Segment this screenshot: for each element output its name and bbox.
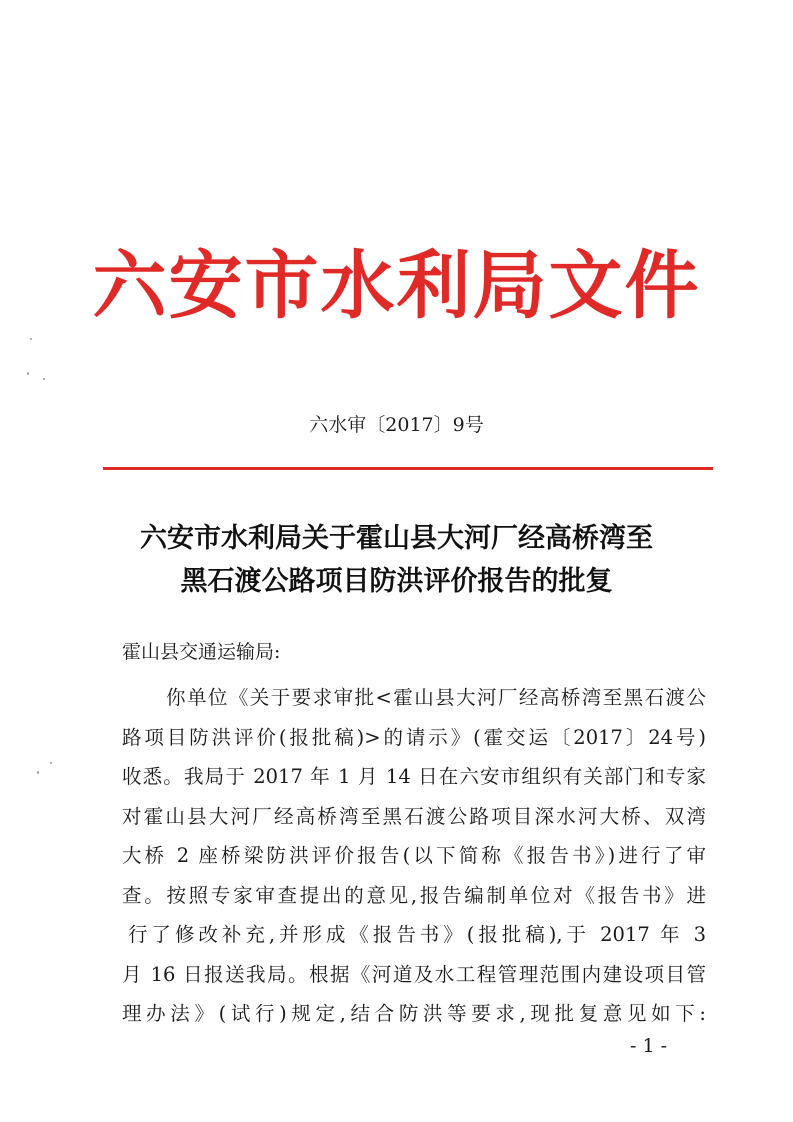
document-title-line-2: 黑石渡公路项目防洪评价报告的批复 (180, 566, 613, 597)
body-line: 理办法》(试行)规定,结合防洪等要求,现批复意见如下: (122, 1002, 706, 1025)
body-line: 你单位《关于要求审批<霍山县大河厂经高桥湾至黑石渡公 (166, 686, 706, 709)
body-line: 收悉。我局于 2017 年 1 月 14 日在六安市组织有关部门和专家 (122, 765, 706, 788)
scan-speck (50, 762, 52, 764)
scan-speck (37, 771, 39, 774)
body-line: 查。按照专家审查提出的意见,报告编制单位对《报告书》进 (122, 883, 706, 907)
recipient-salutation: 霍山县交通运输局: (122, 641, 281, 663)
body-paragraph (122, 678, 706, 1034)
red-divider-line (103, 467, 713, 470)
scan-speck (43, 378, 45, 380)
scan-speck (27, 372, 29, 375)
document-title-line-1: 六安市水利局关于霍山县大河厂经高桥湾至 (140, 523, 653, 554)
document-title (60, 517, 733, 603)
body-line: 行了修改补充,并形成《报告书》(报批稿),于 2017 年 3 (128, 923, 706, 946)
page-number: - 1 - (630, 1035, 668, 1057)
scan-speck (30, 338, 32, 340)
body-line: 对霍山县大河厂经高桥湾至黑石渡公路项目深水河大桥、双湾 (122, 804, 706, 828)
issuing-authority-header: 六安市水利局文件 (92, 243, 701, 329)
body-line: 月 16 日报送我局。根据《河道及水工程管理范围内建设项目管 (122, 962, 706, 986)
body-line: 大桥 2 座桥梁防洪评价报告(以下简称《报告书》)进行了审 (122, 844, 706, 867)
body-line: 路项目防洪评价(报批稿)>的请示》(霍交运〔2017〕24号) (122, 725, 706, 749)
document-number: 六水审〔2017〕9号 (309, 414, 484, 436)
